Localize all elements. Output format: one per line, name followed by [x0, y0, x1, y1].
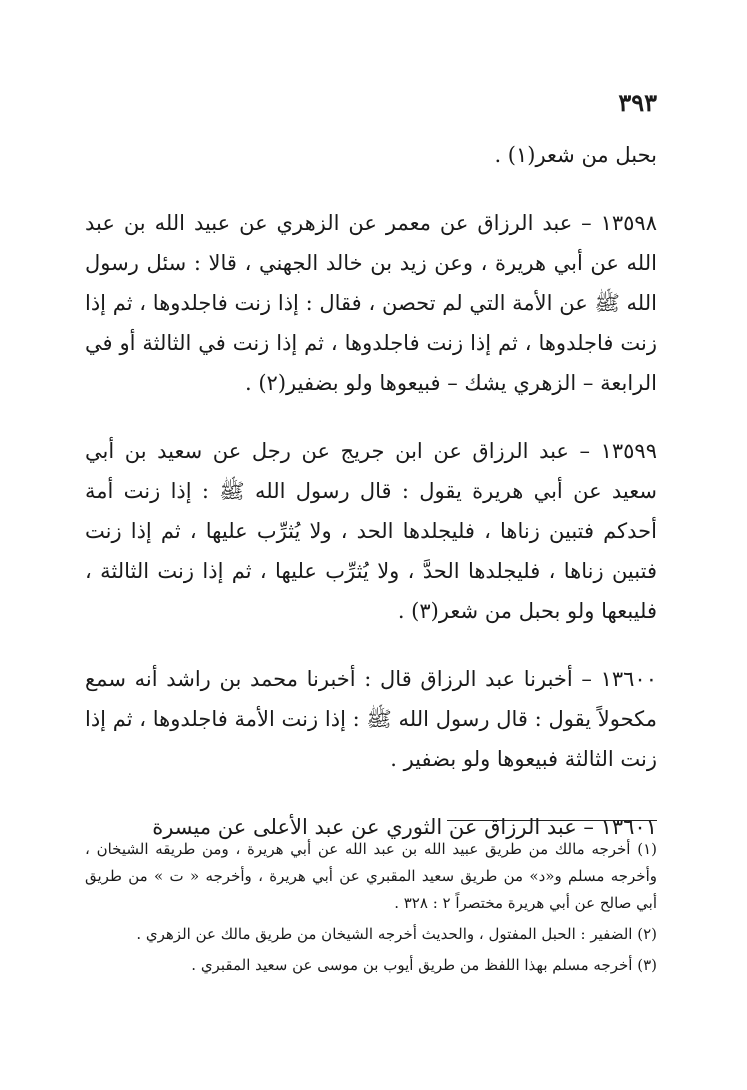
- hadith-13600: ١٣٦٠٠ – أخبرنا عبد الرزاق قال : أخبرنا محمد بن راشد أنه سمع مكحولاً يقول : قال رسول الله ﷺ : إذا زنت الأمة فاجلدوها ، ثم إذا زنت الثالثة فبيعوها ولو بضفير .: [85, 667, 657, 771]
- footnotes: [85, 836, 657, 983]
- hadith-13598: ١٣٥٩٨ – عبد الرزاق عن معمر عن الزهري عن عبيد الله بن عبد الله عن أبي هريرة ، وعن زيد بن خالد الجهني ، قالا : سئل رسول الله ﷺ عن الأمة التي لم تحصن ، فقال : إذا زنت فاجلدوها ، ثم إذا زنت فاجلدوها ، ثم إذا زنت فاجلدوها ، ثم إذا زنت في الثالثة أو في الرابعة – الزهري يشك – فبيعوها ولو بضفير(٢) .: [85, 211, 657, 395]
- hadith-13601: ١٣٦٠١ – عبد الرزاق عن الثوري عن عبد الأعلى عن ميسرة: [152, 815, 657, 839]
- footnote-divider: [447, 820, 657, 821]
- hadith-13599: ١٣٥٩٩ – عبد الرزاق عن ابن جريج عن رجل عن سعيد بن أبي سعيد عن أبي هريرة يقول : قال رسول الله ﷺ : إذا زنت أمة أحدكم فتبين زناها ، فليجلدها الحد ، ولا يُثرِّب عليها ، ثم إذا زنت فتبين زناها ، فليجلدها الحدَّ ، ولا يُثرِّب عليها ، ثم إذا زنت الثالثة ، فليبعها ولو بحبل من شعر(٣) .: [85, 439, 657, 623]
- paragraph-continuation: بحبل من شعر(١) .: [494, 143, 657, 167]
- footnote-2: (٢) الضفير : الحبل المفتول ، والحديث أخرجه الشيخان من طريق مالك عن الزهري .: [136, 925, 657, 943]
- page-number: ٣٩٣: [618, 88, 657, 117]
- main-text: [85, 135, 657, 875]
- footnote-3: (٣) أخرجه مسلم بهذا اللفظ من طريق أيوب بن موسى عن سعيد المقبري .: [191, 956, 657, 974]
- footnote-1: (١) أخرجه مالك من طريق عبيد الله بن عبد الله عن أبي هريرة ، ومن طريقه الشيخان ، وأخرجه مسلم و«د» من طريق سعيد المقبري عن أبي هريرة ، وأخرجه « ت » من طريق أبي صالح عن أبي هريرة مختصراً ٢ : ٣٢٨ .: [85, 840, 657, 912]
